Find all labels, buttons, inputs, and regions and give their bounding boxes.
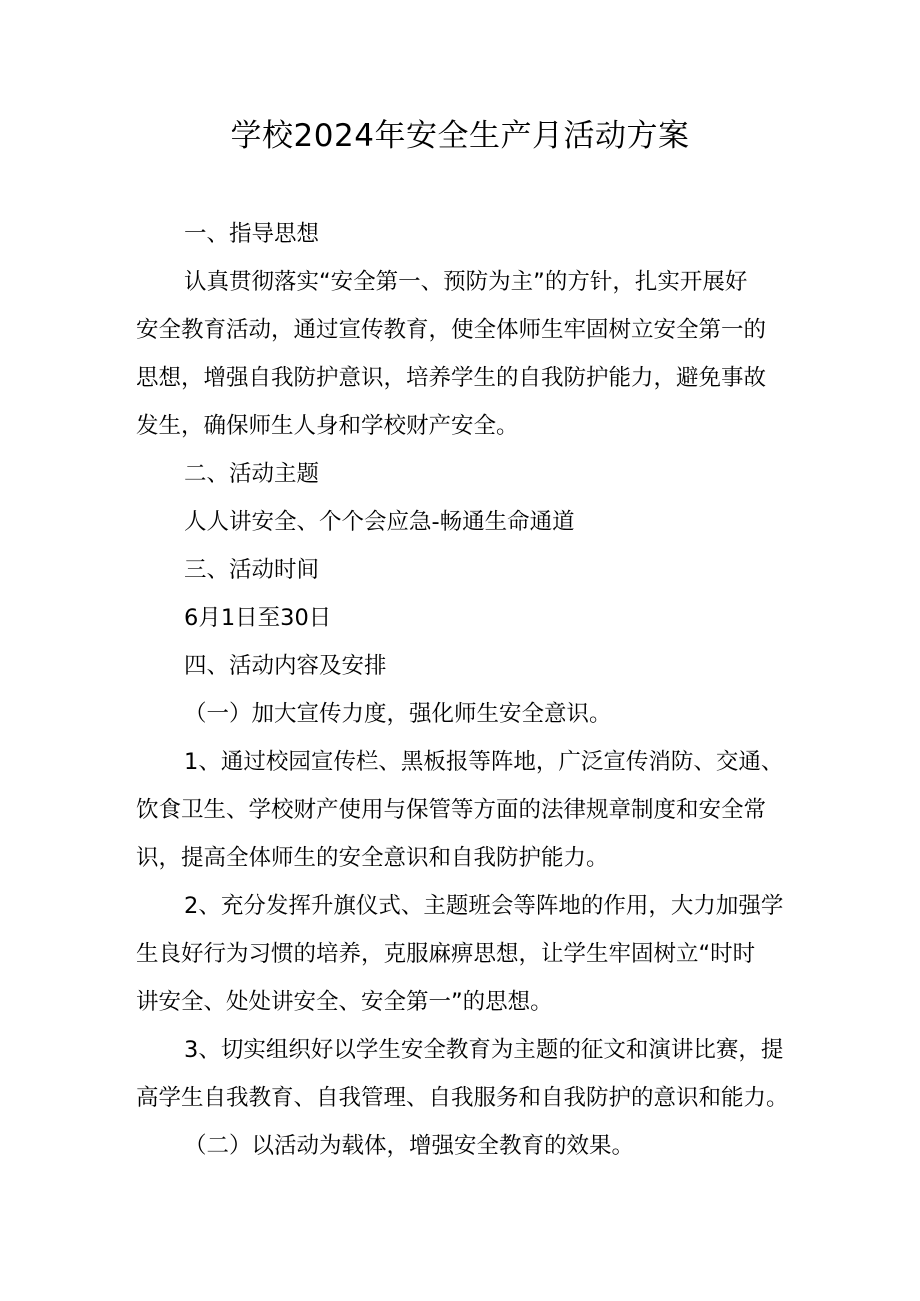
heading-activity-content: 四、活动内容及安排 xyxy=(184,653,387,679)
paragraph-line: 3、切实组织好以学生安全教育为主题的征文和演讲比赛，提 xyxy=(184,1037,784,1063)
document-title: 学校2024年安全生产月活动方案 xyxy=(230,118,690,154)
paragraph-line: 2、充分发挥升旗仪式、主题班会等阵地的作用，大力加强学 xyxy=(184,893,784,919)
heading-guiding-ideology: 一、指导思想 xyxy=(184,221,320,247)
subheading-publicity: （一）加大宣传力度，强化师生安全意识。 xyxy=(184,701,612,727)
paragraph-line: 发生，确保师生人身和学校财产安全。 xyxy=(136,413,519,439)
activity-time-text: 6月1日至30日 xyxy=(184,605,332,631)
activity-theme-text: 人人讲安全、个个会应急-畅通生命通道 xyxy=(184,509,575,535)
paragraph-line: 饮食卫生、学校财产使用与保管等方面的法律规章制度和安全常 xyxy=(136,797,767,823)
paragraph-line: 高学生自我教育、自我管理、自我服务和自我防护的意识和能力。 xyxy=(136,1085,789,1111)
paragraph-line: 识，提高全体师生的安全意识和自我防护能力。 xyxy=(136,845,609,871)
heading-activity-time: 三、活动时间 xyxy=(184,557,320,583)
paragraph-line: 思想，增强自我防护意识，培养学生的自我防护能力，避免事故 xyxy=(136,365,767,391)
paragraph-line: 认真贯彻落实“安全第一、预防为主”的方针，扎实开展好 xyxy=(184,269,748,295)
paragraph-line: 生良好行为习惯的培养，克服麻痹思想，让学生牢固树立“时时 xyxy=(136,941,756,967)
subheading-activities: （二）以活动为载体，增强安全教育的效果。 xyxy=(184,1133,635,1159)
paragraph-line: 1、通过校园宣传栏、黑板报等阵地，广泛宣传消防、交通、 xyxy=(184,749,784,775)
paragraph-line: 安全教育活动，通过宣传教育，使全体师生牢固树立安全第一的 xyxy=(136,317,767,343)
heading-activity-theme: 二、活动主题 xyxy=(184,461,320,487)
paragraph-line: 讲安全、处处讲安全、安全第一”的思想。 xyxy=(136,989,553,1015)
